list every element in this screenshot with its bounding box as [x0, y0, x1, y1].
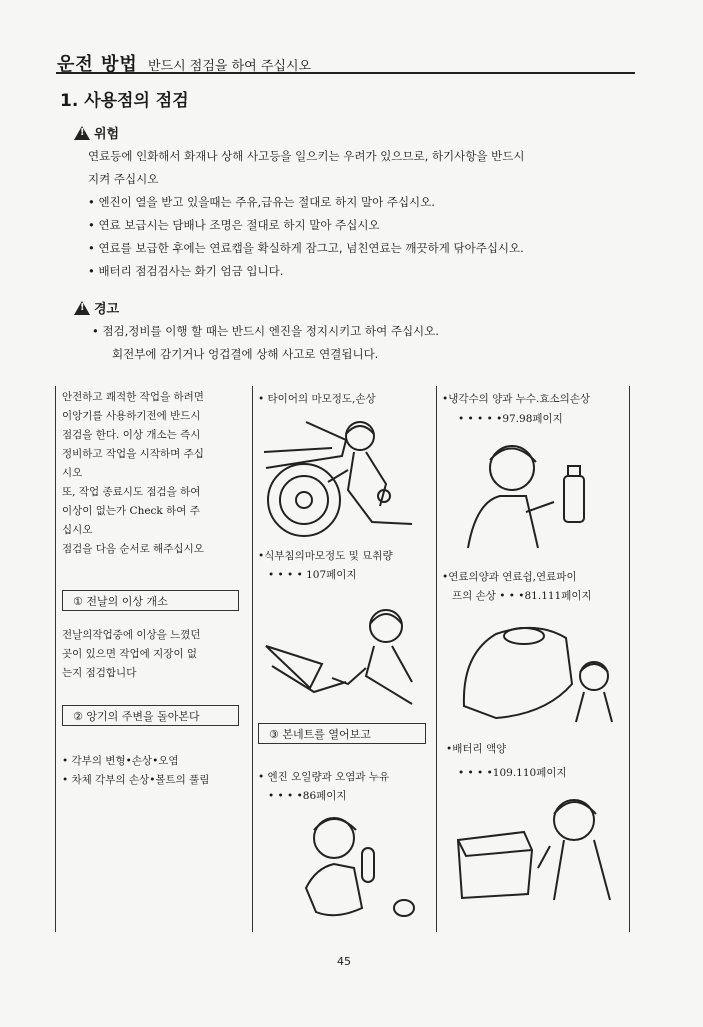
- left-intro-line: 이앙기를 사용하기전에 반드시: [62, 410, 201, 422]
- left-intro-line: 안전하고 쾌적한 작업을 하려면: [62, 391, 204, 403]
- left-bullet: • 각부의 변형•손상•오염: [62, 755, 179, 767]
- column-divider: [252, 386, 253, 932]
- box1-line: 전날의작업중에 이상을 느꼈던: [62, 629, 201, 641]
- danger-bullet: • 엔진이 열을 받고 있을때는 주유,급유는 절대로 하지 말아 주십시오.: [88, 195, 435, 209]
- column-divider: [55, 386, 56, 932]
- caution-heading: [74, 298, 119, 317]
- left-intro-line: 이상이 없는가 Check 하여 주: [62, 505, 200, 517]
- mid-item-3b: • • • •86페이지: [268, 790, 347, 802]
- column-divider: [629, 386, 630, 932]
- right-item-2a: •연료의양과 연료쉽,연료파이: [442, 571, 577, 583]
- box1-line: 곳이 있으면 작업에 지장이 없: [62, 648, 198, 660]
- caution-line-1: • 점검,정비를 이행 할 때는 반드시 엔진을 정지시키고 하여 주십시오.: [92, 324, 439, 338]
- danger-bullet: • 연료 보급시는 담배나 조명은 절대로 하지 말아 주십시오: [88, 218, 380, 232]
- mid-item-2a: •식부침의마모정도 및 묘취량: [258, 550, 393, 562]
- planting-claw-illustration: [262, 596, 432, 708]
- right-item-2b: 프의 손상 • • •81.111페이지: [452, 590, 592, 602]
- danger-bullet: • 연료를 보급한 후에는 연료캡을 확실하게 잠그고, 넘친연료는 깨끗하게 닦아주십시오.: [88, 241, 524, 255]
- left-bullet: • 차체 각부의 손상•볼트의 풀림: [62, 774, 210, 786]
- box1-text: [62, 626, 246, 683]
- caution-label: 경고: [94, 302, 120, 317]
- right-item-3a: •배터리 액양: [446, 743, 507, 755]
- mid-item-3a: • 엔진 오일량과 오염과 누유: [258, 771, 390, 783]
- danger-intro-2: 지켜 주십시오: [88, 172, 159, 186]
- section-title: 1. 사용점의 점검: [60, 91, 189, 111]
- mid-item-2b: • • • • 107페이지: [268, 569, 357, 581]
- danger-label: 위험: [94, 127, 120, 142]
- warning-triangle-icon: [74, 301, 90, 315]
- engine-oil-check-illustration: [276, 808, 426, 924]
- danger-heading: [74, 123, 119, 142]
- left-intro-line: 십시오: [62, 524, 93, 536]
- caution-line-2: 회전부에 감기거나 엉겁결에 상해 사고로 연결됩니다.: [112, 347, 379, 361]
- coolant-check-illustration: [454, 432, 624, 550]
- left-intro-line: 점검을 한다. 이상 개소는 즉시: [62, 429, 201, 441]
- column-divider: [436, 386, 437, 932]
- tire-inspection-illustration: [262, 412, 432, 540]
- left-intro-line: 시오: [62, 467, 83, 479]
- step-box-2: ② 앙기의 주변을 돌아본다: [62, 705, 239, 726]
- fuel-check-illustration: [456, 614, 626, 726]
- step-box-1: ① 전날의 이상 개소: [62, 590, 239, 611]
- danger-intro-1: 연료등에 인화해서 화재나 상해 사고등을 일으키는 우려가 있으므로, 하기사항을 반드시: [88, 149, 525, 163]
- left-bullets: [62, 752, 252, 790]
- header-subtitle: 반드시 점검을 하여 주십시오: [147, 59, 312, 74]
- left-intro-line: 정비하고 작업을 시작하며 주십: [62, 448, 204, 460]
- left-intro: [62, 388, 246, 559]
- right-item-1b: • • • • •97.98페이지: [458, 413, 563, 425]
- warning-triangle-icon: [74, 126, 90, 140]
- left-intro-line: 또, 작업 종료시도 점검을 하여: [62, 486, 201, 498]
- danger-bullet: • 배터리 점검검사는 화기 엄금 입니다.: [88, 264, 284, 278]
- box1-line: 는지 점검합니다: [62, 667, 137, 679]
- step-box-3: ③ 본네트를 열어보고: [258, 723, 426, 744]
- right-item-1a: •냉각수의 양과 누수.효소의손상: [442, 393, 591, 405]
- right-item-3b: • • • •109.110페이지: [458, 767, 567, 779]
- page-number: 45: [337, 955, 351, 968]
- header-rule: [56, 72, 635, 74]
- battery-check-illustration: [454, 790, 624, 902]
- mid-item-1: • 타이어의 마모정도,손상: [258, 393, 376, 405]
- header-title: 운전 방법: [57, 54, 138, 75]
- left-intro-line: 점검을 다음 순서로 해주십시오: [62, 543, 204, 555]
